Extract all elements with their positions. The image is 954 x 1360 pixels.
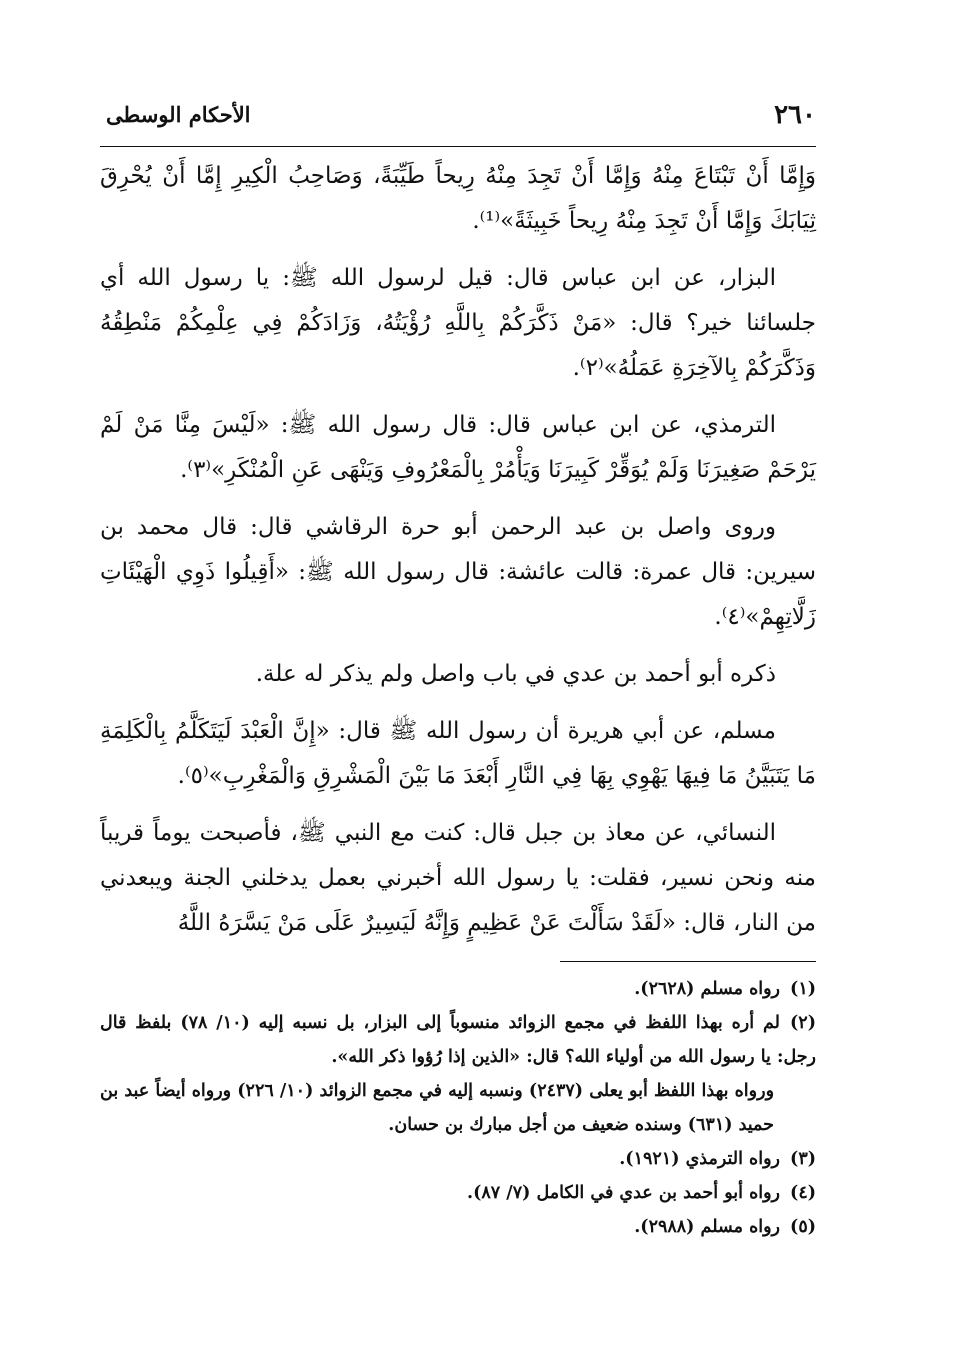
running-title: الأحكام الوسطى: [106, 102, 251, 127]
paragraph-text: الترمذي، عن ابن عباس قال: قال رسول الله ﷺ: «لَيْسَ مِنَّا مَنْ لَمْ يَرْحَمْ صَغِيرَنَا وَلَمْ يُوَقِّرْ كَبِيرَنَا وَيَأْمُرْ بِالْمَعْرُوفِ وَيَنْهَى عَنِ الْمُنْكَرِ»⁽٣⁾.: [100, 412, 816, 483]
paragraph: [100, 811, 816, 946]
paragraph: [100, 652, 816, 697]
body-text: [100, 154, 816, 958]
page-header: [100, 88, 816, 128]
footnote: [100, 1210, 816, 1244]
footnote-separator: [560, 961, 816, 962]
footnote-text: لم أره بهذا اللفظ في مجمع الزوائد منسوباً إلى البزار، بل نسبه إليه (١٠/ ٧٨) بلفظ قال رجل: يا رسول الله من أولياء الله؟ قال: «الذين إذا رُؤوا ذكر الله».: [100, 1013, 816, 1067]
paragraph-text: البزار، عن ابن عباس قال: قيل لرسول الله ﷺ: يا رسول الله أي جلسائنا خير؟ قال: «مَنْ ذَكَّرَكُمْ بِاللَّهِ رُؤْيَتُهُ، وَزَادَكُمْ فِي عِلْمِكُمْ مَنْطِقُهُ وَذَكَّرَكُمْ بِالآخِرَةِ عَمَلُهُ»⁽٢⁾.: [100, 265, 816, 381]
paragraph: [100, 709, 816, 799]
paragraph-text: النسائي، عن معاذ بن جبل قال: كنت مع النبي ﷺ، فأصبحت يوماً قريباً منه ونحن نسير، فقلت: يا رسول الله أخبرني بعمل يدخلني الجنة ويبعدني من النار، قال: «لَقَدْ سَأَلْتَ عَنْ عَظِيمٍ وَإِنَّهُ لَيَسِيرٌ عَلَى مَنْ يَسَّرَهُ اللَّهُ: [100, 820, 816, 936]
footnote-text: رواه مسلم (٢٦٢٨).: [634, 979, 780, 999]
footnote-text: رواه مسلم (٢٩٨٨).: [634, 1217, 780, 1237]
paragraph: [100, 256, 816, 391]
footnote-number: (٥): [790, 1217, 816, 1237]
paragraph-text: مسلم، عن أبي هريرة أن رسول الله ﷺ قال: «إِنَّ الْعَبْدَ لَيَتَكَلَّمُ بِالْكَلِمَةِ مَا يَتَبَيَّنُ مَا فِيهَا يَهْوِي بِهَا فِي النَّارِ أَبْعَدَ مَا بَيْنَ الْمَشْرِقِ وَالْمَغْرِبِ»⁽٥⁾.: [100, 718, 816, 789]
book-page: [100, 88, 816, 1288]
footnote: [100, 1142, 816, 1176]
footnote: [100, 1176, 816, 1210]
footnote-number: (٤): [790, 1183, 816, 1203]
footnote: [100, 972, 816, 1006]
footnotes: [100, 972, 816, 1244]
footnote-continuation: ورواه بهذا اللفظ أبو يعلى (٢٤٣٧) ونسبه إليه في مجمع الزوائد (١٠/ ٢٢٦) ورواه أيضاً عبد بن حميد (٦٣١) وسنده ضعيف من أجل مبارك بن حسان.: [100, 1081, 775, 1135]
footnote-number: (٣): [790, 1149, 816, 1169]
header-rule: [100, 146, 816, 147]
paragraph: [100, 403, 816, 493]
page-number: ٢٦٠: [774, 100, 816, 130]
paragraph: وَإِمَّا أَنْ تَبْتَاعَ مِنْهُ وَإِمَّا أَنْ تَجِدَ مِنْهُ رِيحاً طَيِّبَةً، وَصَاحِبُ الْكِيرِ إِمَّا أَنْ يُحْرِقَ ثِيَابَكَ وَإِمَّا أَنْ تَجِدَ مِنْهُ رِيحاً خَبِيثَةً»⁽¹⁾.: [100, 163, 816, 234]
footnote-number: (٢): [790, 1013, 816, 1033]
footnote-text: رواه الترمذي (١٩٢١).: [619, 1149, 780, 1169]
footnote: [100, 1006, 816, 1074]
paragraph-text: ذكره أبو أحمد بن عدي في باب واصل ولم يذكر له علة.: [255, 661, 776, 687]
paragraph-text: وروى واصل بن عبد الرحمن أبو حرة الرقاشي قال: قال محمد بن سيرين: قال عمرة: قالت عائشة: قال رسول الله ﷺ: «أَقِيلُوا ذَوِي الْهَيْئَاتِ زَلَّاتِهِمْ»⁽٤⁾.: [100, 514, 816, 630]
footnote-number: (١): [790, 979, 816, 999]
paragraph: [100, 505, 816, 640]
footnote-text: رواه أبو أحمد بن عدي في الكامل (٧/ ٨٧).: [467, 1183, 780, 1203]
